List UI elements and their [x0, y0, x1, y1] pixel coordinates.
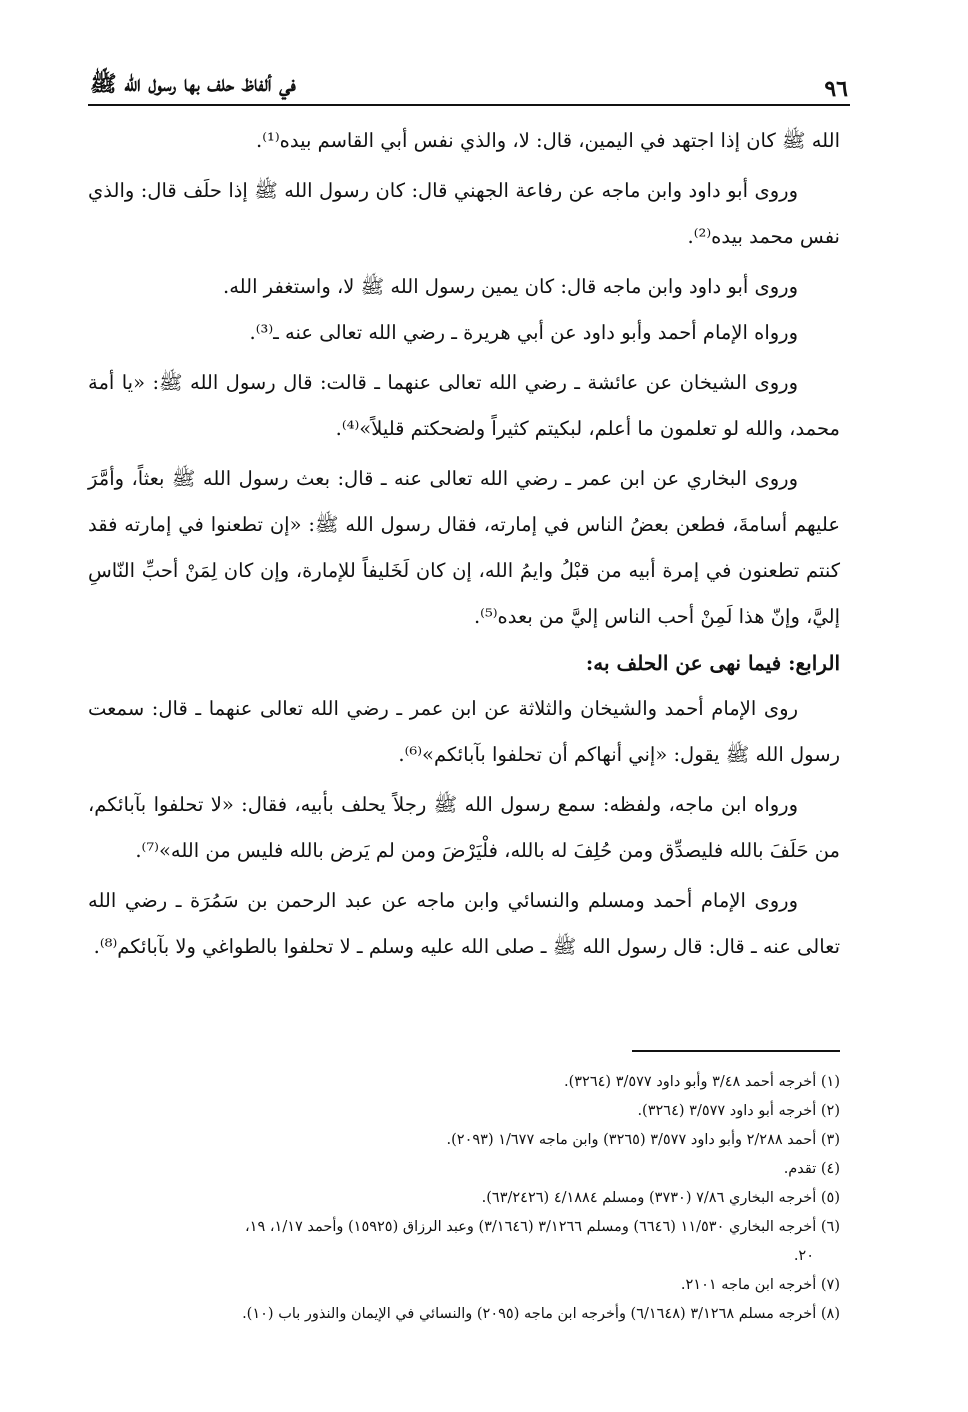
- paragraph: وروى البخاري عن ابن عمر ـ رضي الله تعالى عنه ـ قال: بعث رسول الله ﷺ بعثاً، وأمَّرَ عليهم أسامةَ، فطعن بعضُ الناس في إمارته، فقال رسول الله ﷺ: «إن تطعنوا في إمارته فقد كنتم تطعنون في إمرة أبيه من قبْلُ وايمُ الله، إن كان لَخَليفاً للإمارة، وإن كان لِمَنْ أحبِّ النّاسِ إليَّ، وإنّ هذا لَمِنْ أحب الناس إليَّ من بعده⁽⁵⁾.: [88, 467, 840, 628]
- page-number: ٩٦: [824, 76, 848, 102]
- footnote: (٣) أحمد ٢/٢٨٨ وأبو داود ٣/٥٧٧ (٣٢٦٥) وابن ماجه ١/٦٧٧ (٢٠٩٣).: [446, 1132, 840, 1148]
- paragraph: ورواه الإمام أحمد وأبو داود عن أبي هريرة ـ رضي الله تعالى عنه ـ⁽³⁾.: [249, 321, 798, 344]
- footnote: (١) أخرجه أحمد ٣/٤٨ وأبو داود ٣/٥٧٧ (٣٢٦٤).: [563, 1074, 840, 1090]
- header-rule: [88, 104, 850, 106]
- footnote: (٥) أخرجه البخاري ٧/٨٦ (٣٧٣٠) ومسلم ٤/١٨٨٤ (٦٣/٢٤٢٦).: [481, 1190, 840, 1206]
- footnotes: [88, 1068, 840, 1329]
- footnote: (٢) أخرجه أبو داود ٣/٥٧٧ (٣٢٦٤).: [637, 1103, 840, 1119]
- paragraph: وروى الشيخان عن عائشة ـ رضي الله تعالى عنهما ـ قالت: قال رسول الله ﷺ: «يا أمة محمد، والله لو تعلمون ما أعلم، لبكيتم كثيراً ولضحكتم قليلاً»⁽⁴⁾.: [88, 371, 840, 440]
- paragraph: وروى الإمام أحمد ومسلم والنسائي وابن ماجه عن عبد الرحمن بن سَمُرَة ـ رضي الله تعالى عنه ـ قال: قال رسول الله ﷺ ـ صلى الله عليه وسلم ـ لا تحلفوا بالطواغي ولا بآبائكم⁽⁸⁾.: [88, 889, 840, 958]
- main-text: [88, 118, 840, 970]
- footnote: (٦) أخرجه البخاري ١١/٥٣٠ (٦٦٤٦) ومسلم ٣/١٢٦٦ (٣/١٦٤٦) وعبد الرزاق (١٥٩٢٥) وأحمد ١/١٧، ١٩،: [244, 1219, 840, 1235]
- section-heading: الرابع: فيما نهى عن الحلف به:: [585, 651, 840, 675]
- paragraph: الله ﷺ كان إذا اجتهد في اليمين، قال: لا، والذي نفس أبي القاسم بيده⁽¹⁾.: [256, 129, 840, 152]
- footnote-continuation: ٢٠.: [793, 1248, 814, 1264]
- footnote: (٤) تقدم.: [783, 1161, 840, 1177]
- paragraph: وروى أبو داود وابن ماجه عن رفاعة الجهني قال: كان رسول الله ﷺ إذا حلَف قال: والذي نفس محمد بيده⁽²⁾.: [88, 179, 840, 248]
- page-header: [90, 62, 848, 102]
- running-title: في ألفاظ حلف بها رسول الله ﷺ: [90, 71, 296, 97]
- paragraph: وروى أبو داود وابن ماجه قال: كان يمين رسول الله ﷺ لا، واستغفر الله.: [223, 275, 798, 298]
- paragraph: ورواه ابن ماجه، ولفظه: سمع رسول الله ﷺ رجلاً يحلف بأبيه، فقال: «لا تحلفوا بآبائكم، من حَلَفَ بالله فليصدِّق ومن حُلِفَ له بالله، فلْيَرْضَ ومن لم يَرض بالله فليس من الله»⁽⁷⁾.: [88, 793, 840, 862]
- footnote: (٨) أخرجه مسلم ٣/١٢٦٨ (٦/١٦٤٨) وأخرجه ابن ماجه (٢٠٩٥) والنسائي في الإيمان والنذور باب (١٠).: [242, 1306, 840, 1322]
- paragraph: روى الإمام أحمد والشيخان والثلاثة عن ابن عمر ـ رضي الله تعالى عنهما ـ قال: سمعت رسول الله ﷺ يقول: «إني أنهاكم أن تحلفوا بآبائكم»⁽⁶⁾.: [88, 697, 840, 766]
- footnote: (٧) أخرجه ابن ماجه ٢١٠١.: [680, 1277, 840, 1293]
- footnote-separator: [632, 1050, 840, 1052]
